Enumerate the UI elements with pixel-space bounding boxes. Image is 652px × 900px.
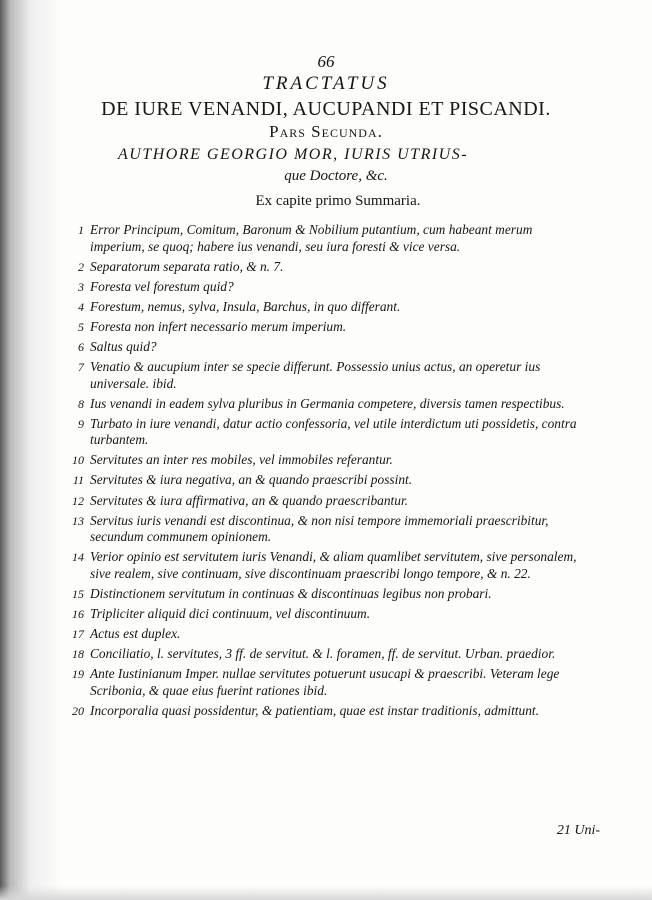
summary-item-text: Distinctionem servitutum in continuas & discontinuas legibus non probari.: [90, 585, 492, 601]
summary-item-text: Servitus iuris venandi est discontinua, & non nisi tempore immemoriali praescribitur, secundum communem opinionem.: [90, 512, 549, 545]
summary-item-text: Verior opinio est servitutem iuris Venandi, & aliam quamlibet servitutem, sive personalem, sive realem, sive continuam, sive discontinuam praescribi longo tempore, & n. 22.: [90, 549, 577, 581]
summary-item-number: 9: [78, 416, 84, 431]
summary-item-text: Servitutes & iura negativa, an & quando praescribi possint.: [90, 472, 413, 488]
treatise-subject: DE IURE VENANDI, AUCUPANDI ET PISCANDI.: [101, 98, 551, 120]
summary-item: [72, 452, 585, 469]
summary-item: [78, 395, 585, 413]
summary-item-number: 16: [72, 606, 84, 621]
summary-item-text: Separatorum separata ratio, & n. 7.: [90, 258, 284, 274]
author-line-continuation: que Doctore, &c.: [284, 168, 388, 184]
summary-item: [78, 318, 585, 336]
summary-item-number: 12: [72, 493, 84, 508]
summary-item-number: 20: [72, 703, 84, 718]
author-line: AUTHORE GEORGIO MOR, IURIS UTRIUS-: [118, 146, 469, 163]
summary-item: [78, 278, 585, 296]
summary-item: [78, 258, 585, 276]
summary-item: [78, 415, 585, 449]
summary-item: [72, 585, 585, 603]
summary-item-number: 1: [78, 223, 84, 237]
summary-item: [78, 338, 585, 356]
summary-item-number: 7: [78, 360, 84, 375]
summary-item: [78, 222, 585, 255]
summary-item-text: Actus est duplex.: [90, 626, 181, 641]
summary-item-number: 14: [72, 550, 84, 565]
summary-item-text: Turbato in iure venandi, datur actio confessoria, vel utile interdictum uti possidetis, contra turbantem.: [90, 415, 577, 448]
summary-item-number: 5: [78, 319, 84, 334]
summary-item-text: Servitutes & iura affirmativa, an & quando praescribantur.: [90, 492, 409, 508]
summary-item: [72, 492, 585, 510]
summary-item-text: Error Principum, Comitum, Baronum & Nobilium putantium, cum habeant merum imperium, se quoq; habere ius venandi, seu iura foresti & vice versa.: [90, 222, 533, 254]
summary-item-number: 13: [72, 513, 84, 528]
summary-item-number: 17: [72, 627, 84, 641]
summary-item-number: 8: [78, 396, 84, 411]
summary-item-text: Foresta non infert necessario merum imperium.: [90, 318, 347, 334]
summary-item: [72, 702, 585, 720]
summary-item-text: Tripliciter aliquid dici continuum, vel discontinuum.: [90, 605, 371, 621]
summary-item: [72, 626, 585, 643]
page-number: 66: [317, 52, 335, 71]
summary-item: [78, 359, 585, 392]
summary-item-number: 11: [72, 473, 84, 488]
summary-item-text: Ante Iustinianum Imper. nullae servitutes potuerunt usucapi & praescribi. Veteram lege Scribonia, & quae eius fuerint rationes ibid.: [90, 666, 560, 698]
summary-item-number: 10: [72, 453, 84, 468]
summary-item: [78, 298, 585, 316]
summary-item: [72, 549, 585, 582]
summary-item: [72, 472, 585, 489]
treatise-title: TRACTATUS: [262, 73, 390, 94]
treatise-part: Pars Secunda.: [269, 122, 383, 141]
summary-item-number: 4: [78, 299, 84, 314]
summary-item: [72, 605, 585, 623]
summary-item-number: 3: [78, 279, 84, 294]
summary-item: [72, 666, 585, 699]
summary-item-number: 18: [72, 647, 84, 662]
summary-item-number: 19: [72, 667, 84, 682]
summary-item-number: 2: [78, 259, 84, 274]
summary-item-text: Foresta vel forestum quid?: [90, 278, 234, 294]
page-bottom-shadow: [0, 886, 652, 900]
summary-item-text: Venatio & aucupium inter se specie differunt. Possessio unius actus, an operetur ius universale. ibid.: [90, 359, 541, 391]
summary-list: [72, 222, 585, 723]
summary-item-number: 15: [72, 586, 84, 601]
catchword: 21 Uni-: [556, 823, 600, 838]
summary-item-text: Ius venandi in eadem sylva pluribus in Germania competere, diversis tamen respectibus.: [90, 395, 565, 411]
summary-item-number: 6: [78, 339, 84, 354]
summary-item-text: Saltus quid?: [90, 338, 157, 354]
summary-item-text: Conciliatio, l. servitutes, 3 ff. de servitut. & l. foramen, ff. de servitut. Urban. praedior.: [90, 646, 556, 662]
summary-item-text: Forestum, nemus, sylva, Insula, Barchus, in quo differant.: [90, 298, 401, 314]
summary-item-text: Incorporalia quasi possidentur, & patientiam, quae est instar traditionis, admittunt.: [90, 702, 539, 718]
summary-heading: Ex capite primo Summaria.: [255, 193, 421, 209]
summary-item-text: Servitutes an inter res mobiles, vel immobiles referantur.: [90, 452, 393, 468]
summary-item: [72, 646, 585, 663]
summary-item: [72, 512, 585, 546]
